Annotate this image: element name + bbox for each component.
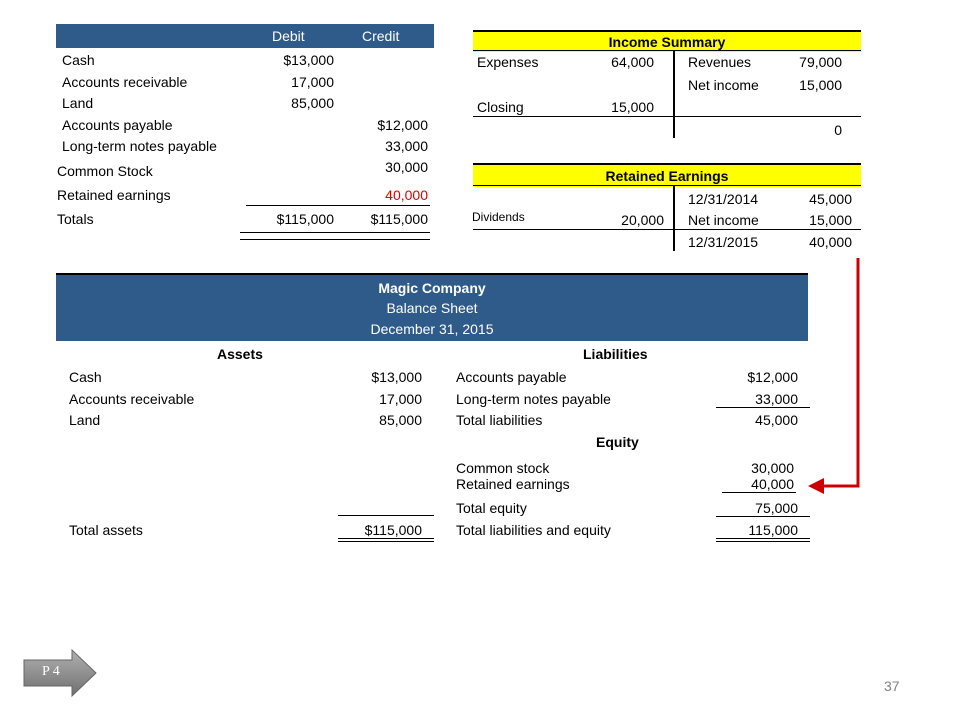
- asset-value: 85,000: [379, 412, 422, 428]
- credit-header: Credit: [362, 28, 400, 44]
- expenses-value: 64,000: [611, 54, 654, 70]
- tb-row-label: Totals: [57, 211, 94, 227]
- balance-value: 0: [834, 122, 842, 138]
- expenses-label: Expenses: [477, 54, 539, 70]
- liability-value: $12,000: [747, 369, 798, 385]
- tb-row-credit: $12,000: [377, 117, 428, 133]
- liability-label: Accounts payable: [456, 369, 567, 385]
- tb-row-debit: $115,000: [276, 211, 334, 227]
- equity-underline: [722, 492, 796, 493]
- transfer-arrow-icon: [800, 250, 870, 500]
- revenues-label: Revenues: [688, 54, 752, 70]
- company-name: Magic Company: [378, 280, 486, 296]
- closing-label: Closing: [477, 99, 524, 115]
- total-le-value: 115,000: [748, 522, 798, 538]
- tb-row-label: Long-term notes payable: [62, 138, 217, 154]
- tb-row-credit: 40,000: [385, 187, 428, 203]
- t-account-balance-line: [473, 116, 861, 117]
- net-income-label: Net income: [688, 77, 759, 93]
- asset-label: Land: [69, 412, 101, 428]
- tb-row-credit: 30,000: [385, 159, 428, 175]
- equity-header: Equity: [596, 434, 639, 450]
- t-account-divider: [673, 50, 675, 138]
- tb-row-credit: $115,000: [370, 211, 428, 227]
- tb-row-debit: $13,000: [283, 52, 334, 68]
- assets-header: Assets: [217, 346, 263, 362]
- asset-value: $13,000: [371, 369, 422, 385]
- t-account-crossbar: [473, 50, 861, 51]
- revenues-value: 79,000: [799, 54, 842, 70]
- equity-label: Common stock: [456, 460, 550, 476]
- net-income-value: 15,000: [799, 77, 842, 93]
- beg-balance-label: 12/31/2014: [688, 191, 759, 207]
- re-net-income-label: Net income: [688, 212, 759, 228]
- trial-balance-header: [56, 24, 434, 48]
- tb-row-credit: 33,000: [385, 138, 428, 154]
- dividends-value: 20,000: [621, 212, 664, 228]
- total-assets-label: Total assets: [69, 522, 143, 538]
- total-le-label: Total liabilities and equity: [456, 522, 611, 538]
- total-equity-value: 75,000: [755, 500, 798, 516]
- tb-row-label: Accounts receivable: [62, 74, 188, 90]
- tb-row-label: Common Stock: [57, 163, 153, 179]
- nav-p4-label: P 4: [42, 664, 60, 679]
- total-equity-label: Total equity: [456, 500, 527, 516]
- arrow-right-icon: [22, 648, 98, 698]
- tb-underline: [246, 205, 430, 206]
- liability-value: 33,000: [755, 391, 798, 407]
- dividends-label: Dividends: [472, 210, 525, 224]
- tb-row-label: Cash: [62, 52, 95, 68]
- equity-label: Retained earnings: [456, 476, 570, 492]
- total-le-double-underline: [716, 541, 810, 542]
- t-account-balance-line: [473, 229, 861, 230]
- asset-label: Cash: [69, 369, 102, 385]
- liabilities-header: Liabilities: [583, 346, 648, 362]
- total-assets-double-underline: [338, 538, 434, 539]
- equity-value: 30,000: [751, 460, 794, 476]
- balance-sheet-header: [56, 273, 808, 341]
- equity-value: 40,000: [751, 476, 794, 492]
- tb-row-debit: 85,000: [291, 95, 334, 111]
- asset-label: Accounts receivable: [69, 391, 195, 407]
- re-net-income-value: 15,000: [809, 212, 852, 228]
- tb-double-underline: [240, 239, 430, 240]
- retained-earnings-title: Retained Earnings: [473, 163, 861, 187]
- total-equity-underline: [716, 516, 810, 517]
- total-assets-value: $115,000: [364, 522, 422, 538]
- statement-date: December 31, 2015: [370, 321, 494, 337]
- t-account-crossbar: [473, 185, 861, 186]
- tb-row-label: Land: [62, 95, 94, 111]
- beg-balance-value: 45,000: [809, 191, 852, 207]
- total-le-double-underline: [716, 538, 810, 539]
- debit-header: Debit: [272, 28, 305, 44]
- tb-row-label: Retained earnings: [57, 187, 171, 203]
- asset-value: 17,000: [379, 391, 422, 407]
- tb-double-underline: [240, 232, 430, 233]
- statement-title: Balance Sheet: [386, 300, 478, 316]
- end-balance-label: 12/31/2015: [688, 234, 759, 250]
- liabilities-underline: [716, 407, 810, 408]
- income-summary-title: Income Summary: [473, 30, 861, 52]
- t-account-divider: [673, 185, 675, 251]
- tb-row-label: Accounts payable: [62, 117, 173, 133]
- liability-label: Total liabilities: [456, 412, 543, 428]
- nav-p4-button[interactable]: [22, 648, 98, 698]
- liability-label: Long-term notes payable: [456, 391, 611, 407]
- closing-value: 15,000: [611, 99, 654, 115]
- tb-row-debit: 17,000: [291, 74, 334, 90]
- end-balance-value: 40,000: [809, 234, 852, 250]
- total-assets-double-underline: [338, 541, 434, 542]
- liability-value: 45,000: [755, 412, 798, 428]
- page-number: 37: [884, 678, 900, 694]
- assets-underline: [338, 515, 434, 516]
